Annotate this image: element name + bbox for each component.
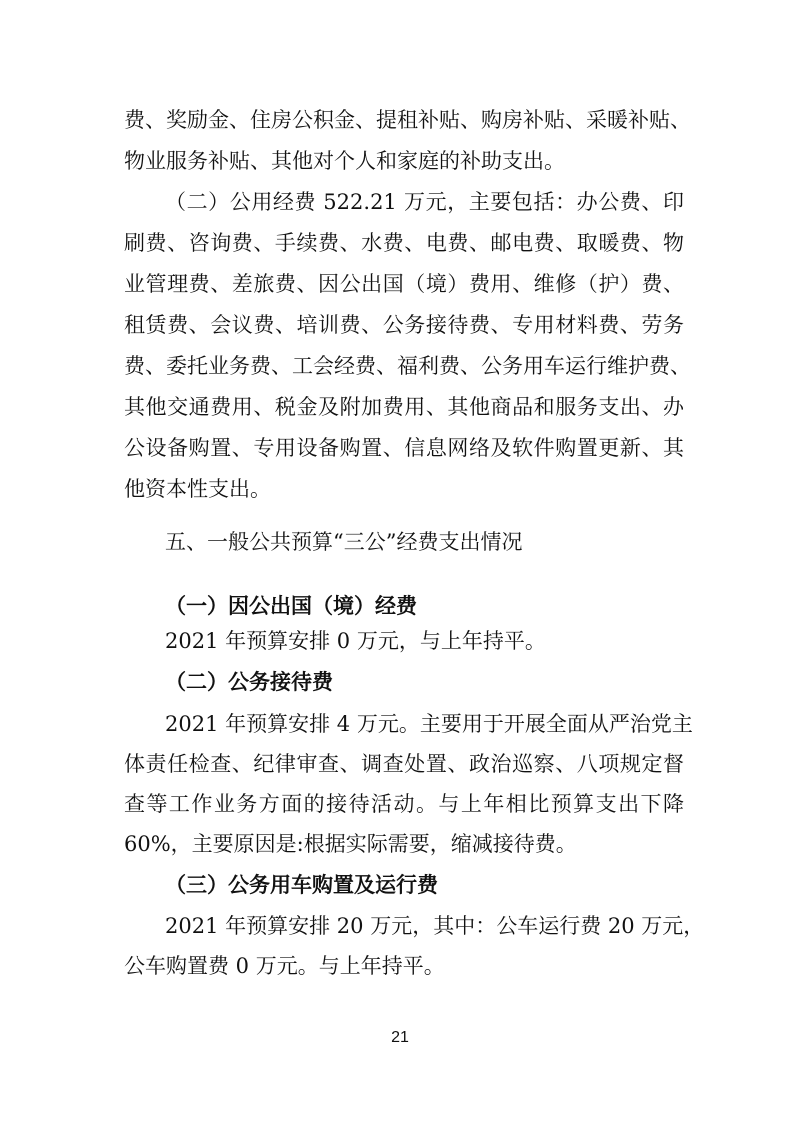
body-line: 公车购置费 0 万元。与上年持平。 [124,954,445,978]
body-line: 查等工作业务方面的接待活动。与上年相比预算支出下降 [124,792,684,816]
section-heading: 五、一般公共预算“三公”经费支出情况 [165,530,523,554]
body-line: 2021 年预算安排 4 万元。主要用于开展全面从严治党主 [165,712,693,736]
subsection-title: （一）因公出国（境）经费 [165,593,417,618]
body-line: 60%，主要原因是:根据实际需要，缩减接待费。 [124,832,577,856]
body-line: 公设备购置、专用设备购置、信息网络及软件购置更新、其 [124,436,684,460]
body-line: 费、奖励金、住房公积金、提租补贴、购房补贴、采暖补贴、 [124,108,691,132]
body-line: 体责任检查、纪律审查、调查处置、政治巡察、八项规定督 [124,752,684,776]
body-line: 租赁费、会议费、培训费、公务接待费、专用材料费、劳务 [124,313,684,337]
body-line: 费、委托业务费、工会经费、福利费、公务用车运行维护费、 [124,354,691,378]
body-line: 他资本性支出。 [124,477,271,501]
body-line: 物业服务补贴、其他对个人和家庭的补助支出。 [124,149,565,173]
body-line: 2021 年预算安排 20 万元，其中：公车运行费 20 万元， [165,914,705,938]
body-line: （二）公用经费 522.21 万元，主要包括：办公费、印 [165,190,684,214]
body-line: 业管理费、差旅费、因公出国（境）费用、维修（护）费、 [124,272,684,296]
subsection-title: （二）公务接待费 [165,669,333,694]
page-number: 21 [391,1029,409,1046]
body-line: 其他交通费用、税金及附加费用、其他商品和服务支出、办 [124,395,684,419]
body-line: 2021 年预算安排 0 万元，与上年持平。 [165,629,546,653]
subsection-title: （三）公务用车购置及运行费 [165,872,438,897]
body-line: 刷费、咨询费、手续费、水费、电费、邮电费、取暖费、物 [124,231,684,255]
